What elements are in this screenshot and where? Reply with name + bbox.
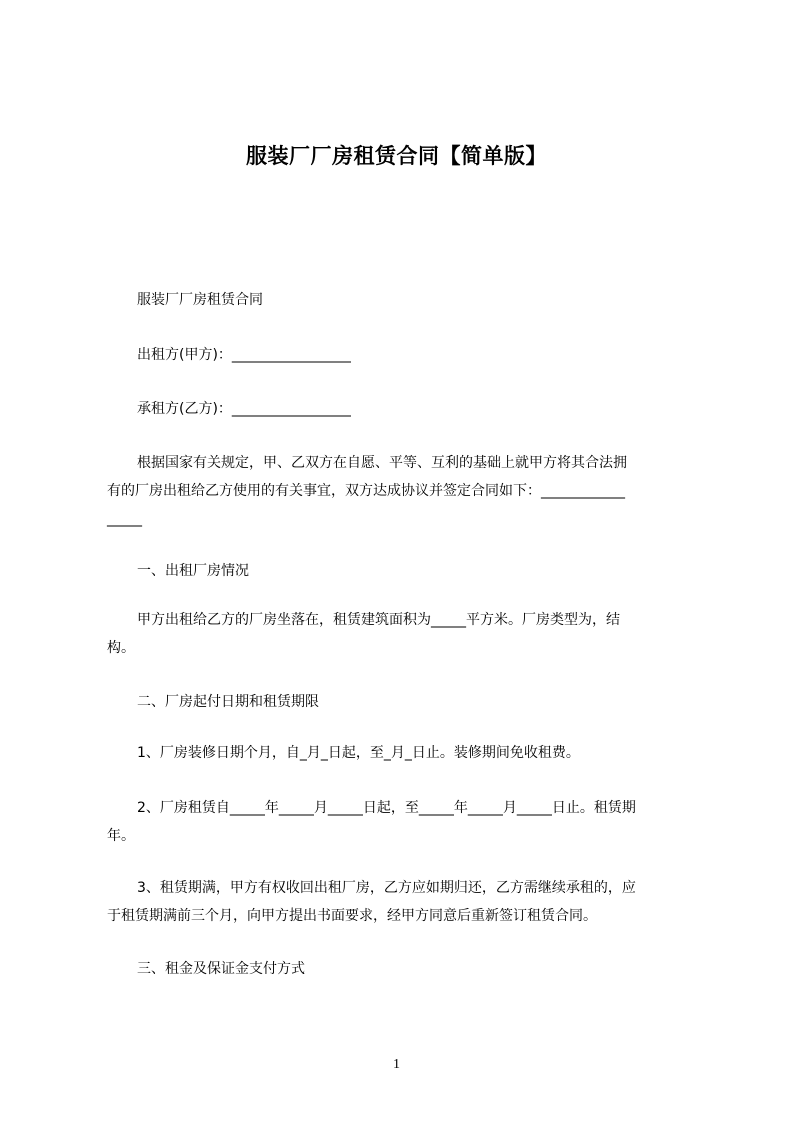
paragraph-line: 2、厂房租赁自_____年_____月_____日起，至_____年_____月_____日止。租赁期: [137, 800, 636, 816]
intro-line: 有的厂房出租给乙方使用的有关事宜，双方达成协议并签定合同如下：____________: [107, 483, 625, 499]
paragraph-line: 3、租赁期满，甲方有权收回出租厂房，乙方应如期归还，乙方需继续承租的，应: [137, 880, 636, 896]
intro-line: 根据国家有关规定，甲、乙双方在自愿、平等、互利的基础上就甲方将其合法拥: [137, 455, 627, 471]
section-heading: 三、租金及保证金支付方式: [137, 961, 305, 977]
intro-line: _____: [107, 511, 142, 527]
paragraph-line: 1、厂房装修日期个月，自_月_日起，至_月_日止。装修期间免收租费。: [137, 745, 580, 761]
paragraph-line: 于租赁期满前三个月，向甲方提出书面要求，经甲方同意后重新签订租赁合同。: [107, 908, 597, 924]
page-number: 1: [393, 1057, 400, 1072]
contract-subtitle: 服装厂厂房租赁合同: [137, 292, 263, 308]
paragraph-line: 构。: [107, 640, 135, 656]
lessee-field: 承租方(乙方)：_________________: [137, 401, 351, 417]
paragraph-line: 甲方出租给乙方的厂房坐落在，租赁建筑面积为_____平方米。厂房类型为，结: [137, 612, 620, 628]
section-heading: 一、出租厂房情况: [137, 563, 249, 579]
section-heading: 二、厂房起付日期和租赁期限: [137, 694, 319, 710]
paragraph-line: 年。: [107, 828, 135, 844]
document-title: 服装厂厂房租赁合同【简单版】: [246, 144, 547, 168]
lessor-field: 出租方(甲方)：_________________: [137, 347, 351, 363]
